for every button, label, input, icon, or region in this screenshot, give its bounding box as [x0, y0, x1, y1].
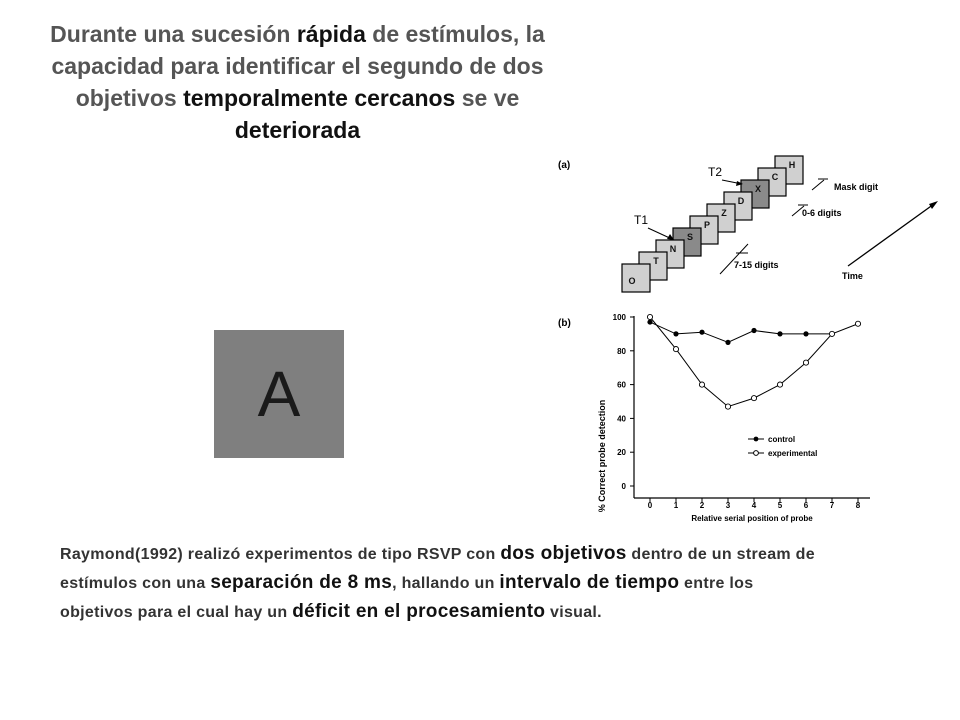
x-tick-label: 4 [751, 501, 757, 510]
stimulus-frame-letter: Z [721, 208, 727, 218]
time-arrow [848, 204, 934, 266]
panel-b-label: (b) [558, 318, 571, 329]
y-tick-label: 80 [617, 346, 626, 356]
text-run: se ve [455, 85, 520, 111]
panel-b-chart [558, 313, 870, 523]
experimental-point [725, 404, 730, 409]
stimulus-letter: A [257, 358, 301, 430]
control-point [803, 331, 808, 336]
emphasized-text: separación de 8 ms [210, 572, 393, 593]
chart-axes [613, 313, 870, 510]
t1-label: T1 [634, 213, 649, 227]
text-run: dentro de un stream de estímulos con una [60, 546, 815, 592]
text-run: Raymond(1992) realizó experimentos de tipo RSVP con [60, 546, 501, 563]
experimental-point [855, 321, 860, 326]
control-point [725, 340, 730, 345]
x-tick-label: 1 [673, 501, 679, 510]
x-tick-label: 3 [725, 501, 731, 510]
stimulus-frame-letter: S [686, 232, 694, 242]
emphasized-text: temporalmente cercanos [183, 85, 456, 111]
experimental-point [803, 360, 808, 365]
stimulus-frame-letter: N [669, 244, 677, 254]
control-point [751, 328, 756, 333]
experimental-point [829, 331, 834, 336]
legend-experimental-marker [754, 451, 759, 456]
range-7-15-label: 7-15 digits [734, 260, 779, 270]
stimulus-frame-letter: D [737, 196, 745, 206]
y-tick-label: 40 [617, 414, 626, 424]
stimulus-frame-letter: P [703, 220, 711, 230]
text-run: entre los objetivos para el cual hay un [60, 575, 754, 621]
rsvp-figure [548, 146, 948, 530]
x-tick-label: 6 [803, 501, 809, 510]
experimental-point [699, 382, 704, 387]
y-tick-label: 0 [621, 482, 626, 491]
x-tick-label: 8 [855, 501, 861, 510]
emphasized-text: intervalo de tiempo [499, 572, 680, 593]
stimulus-box [214, 330, 344, 458]
panel-a-label: (a) [558, 160, 571, 171]
control-point [647, 319, 652, 324]
legend-control-label: control [768, 435, 796, 444]
stimulus-frame-letter: O [628, 276, 636, 286]
t2-label: T2 [708, 165, 723, 179]
time-arrowhead [929, 201, 938, 209]
emphasized-text: deteriorada [234, 117, 361, 143]
slide-title [40, 18, 555, 146]
experimental-point [777, 382, 782, 387]
legend-experimental-label: experimental [768, 449, 818, 458]
y-tick-label: 60 [617, 380, 626, 390]
stimulus-frame [622, 264, 650, 292]
description [60, 540, 820, 627]
x-axis-title: Relative serial position of probe [691, 514, 813, 523]
text-run: , hallando un [392, 575, 500, 592]
stimulus-frame-letter: X [754, 184, 762, 194]
x-tick-label: 2 [699, 501, 705, 510]
bracket-mask [812, 179, 828, 190]
x-tick-label: 0 [647, 501, 653, 510]
control-point [699, 330, 704, 335]
chart-legend [748, 435, 817, 458]
emphasized-text: déficit en el procesamiento [292, 601, 546, 622]
y-tick-label: 20 [617, 448, 626, 458]
stimulus-frame-letter: H [788, 160, 796, 170]
emphasized-text: rápida [296, 21, 366, 47]
experimental-point [647, 314, 652, 319]
experimental-point [751, 396, 756, 401]
y-axis-title: % Correct probe detection [597, 399, 607, 513]
time-label: Time [842, 271, 863, 281]
mask-digit-label: Mask digit [834, 182, 879, 192]
text-run: de estímulos, la capacidad para identificar el segundo de dos objetivos [51, 21, 545, 111]
y-tick-label: 100 [612, 313, 626, 322]
text-run: visual. [545, 604, 602, 621]
text-run: Durante una sucesión [50, 21, 297, 47]
stimulus-frame-letter: T [653, 256, 659, 266]
experimental-point [673, 347, 678, 352]
control-point [673, 331, 678, 336]
emphasized-text: dos objetivos [500, 543, 627, 564]
stimulus-frame-letter: C [771, 172, 779, 182]
legend-control-marker [754, 437, 759, 442]
x-tick-label: 7 [829, 501, 835, 510]
chart-series [647, 314, 860, 409]
panel-a-rsvp-stream [558, 156, 938, 292]
x-tick-label: 5 [777, 501, 783, 510]
control-point [777, 331, 782, 336]
range-0-6-label: 0-6 digits [802, 208, 842, 218]
